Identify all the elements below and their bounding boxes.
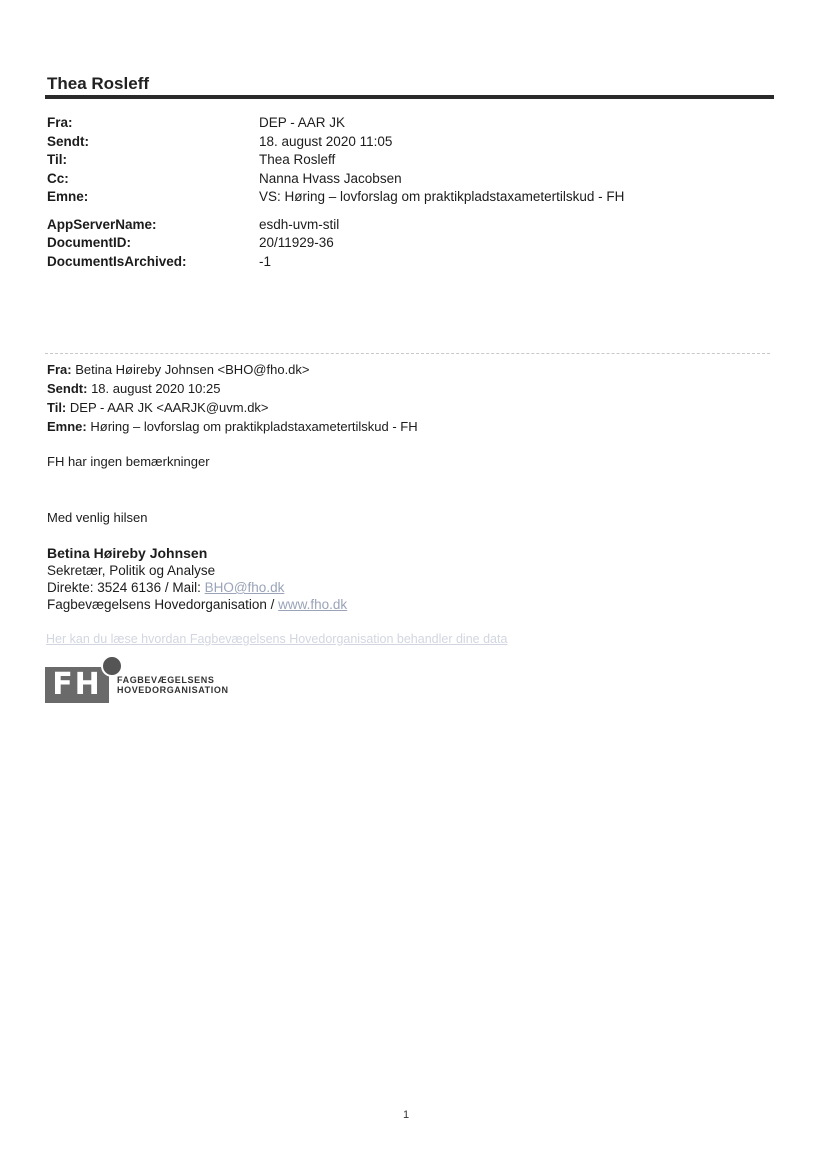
value: 18. august 2020 10:25 [91,381,221,396]
field-value: Nanna Hvass Jacobsen [259,170,402,186]
field-value: Thea Rosleff [259,152,336,167]
signature-title: Sekretær, Politik og Analyse [47,563,216,578]
header-rule [45,95,774,99]
label: Sendt: [47,381,88,396]
field-value: -1 [259,253,272,269]
field-label: Til: [47,152,67,167]
field-value: 20/11929-36 [259,235,334,250]
fh-logo-mark: FH [45,667,109,703]
page-number: 1 [403,1109,410,1121]
forwarded-subject [47,417,418,436]
label: Emne: [47,419,87,434]
logo-line: HOVEDORGANISATION [117,685,229,695]
value: Betina Høireby Johnsen <BHO@fho.dk> [75,362,310,377]
value: Høring – lovforslag om praktikpladstaxametertilskud - FH [90,419,418,434]
signature [47,545,347,613]
field-value: 18. august 2020 11:05 [259,133,393,149]
field-value: VS: Høring – lovforslag om praktikpladstaxametertilskud - FH [259,189,625,204]
field-label: Emne: [47,189,89,204]
website-link[interactable]: www.fho.dk [278,597,348,612]
label: Fra: [47,362,72,377]
fh-logo-icon [101,655,123,677]
forwarded-header [47,360,418,436]
field-label: Cc: [47,170,69,186]
fh-logo [45,655,265,707]
message-body: FH har ingen bemærkninger [47,454,210,469]
document-owner: Thea Rosleff [47,74,150,93]
contact-label: Direkte: 3524 6136 / Mail: [47,580,205,595]
field-value: DEP - AAR JK [259,115,346,130]
field-label: AppServerName: [47,216,157,232]
org-label: Fagbevægelsens Hovedorganisation / [47,597,279,612]
signature-contact [47,579,347,596]
signature-name: Betina Høireby Johnsen [47,545,208,561]
logo-line: FAGBEVÆGELSENS [117,675,215,685]
field-label: DocumentIsArchived: [47,253,187,269]
value: DEP - AAR JK <AARJK@uvm.dk> [69,400,269,415]
forwarded-from [47,360,418,379]
signature-org [47,596,347,613]
field-label: DocumentID: [47,235,131,250]
forwarded-to [47,398,418,417]
forwarded-sent [47,379,418,398]
fh-logo-text [117,675,229,695]
field-value: esdh-uvm-stil [259,216,340,232]
label: Til: [47,400,67,415]
email-link[interactable]: BHO@fho.dk [204,580,285,595]
separator [45,353,770,354]
closing-line: Med venlig hilsen [47,510,148,525]
field-label: Fra: [47,115,73,130]
field-label: Sendt: [47,133,89,149]
privacy-link[interactable]: Her kan du læse hvordan Fagbevægelsens Hovedorganisation behandler dine data [46,632,508,646]
